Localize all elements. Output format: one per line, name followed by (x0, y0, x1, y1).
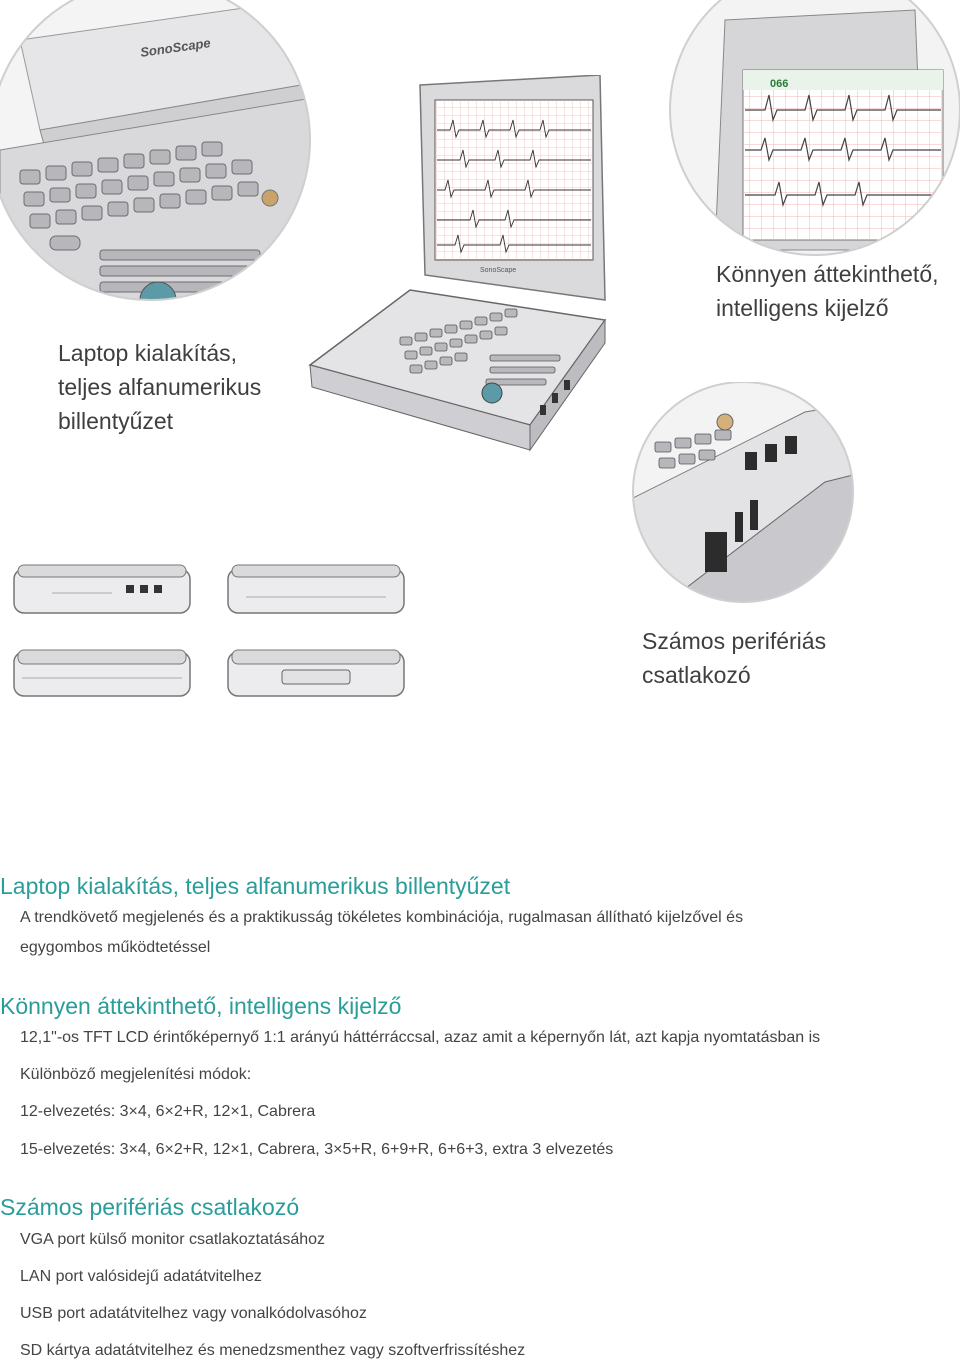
section-line: USB port adatátvitelhez vagy vonalkódolvasóhoz (20, 1305, 367, 1322)
section-title-ports: Számos perifériás csatlakozó (0, 1194, 300, 1220)
caption-keyboard: Laptop kialakítás, teljes alfanumerikus billentyűzet (58, 340, 262, 434)
caption-display: Könnyen áttekinthető, intelligens kijelző (716, 261, 939, 321)
svg-text:SonoScape: SonoScape (480, 267, 517, 274)
device-side-view-3 (12, 648, 194, 700)
section-line: egygombos működtetéssel (20, 939, 211, 956)
section-line: 12-elvezetés: 3×4, 6×2+R, 12×1, Cabrera (20, 1103, 316, 1120)
caption-ports: Számos perifériás csatlakozó (642, 628, 827, 688)
section-line: 12,1"-os TFT LCD érintőképernyő 1:1 arányú háttérráccsal, azaz amit a képernyőn lát, azt kapja nyomtatásban is (20, 1029, 821, 1046)
section-line: SD kártya adatátvitelhez és menedzsmenthez vagy szoftverfrissítéshez (20, 1342, 526, 1359)
section-line: VGA port külső monitor csatlakoztatásához (20, 1231, 326, 1248)
ports-zoom-illustration (625, 382, 865, 604)
section-line: 15-elvezetés: 3×4, 6×2+R, 12×1, Cabrera, 3×5+R, 6+9+R, 6+6+3, extra 3 elvezetés (20, 1141, 614, 1158)
section-title-keyboard: Laptop kialakítás, teljes alfanumerikus billentyűzet (0, 873, 511, 899)
section-title-display: Könnyen áttekinthető, intelligens kijelző (0, 993, 402, 1019)
section-line: Különböző megjelenítési módok: (20, 1066, 252, 1083)
display-zoom-illustration (665, 0, 960, 260)
screen-counter: 066 (770, 78, 789, 90)
ecg-device-illustration (300, 75, 610, 455)
brand-logo: SonoScape (139, 35, 212, 60)
section-line: LAN port valósidejű adatátvitelhez (20, 1268, 262, 1285)
section-line: A trendkövető megjelenés és a praktikusság tökéletes kombinációja, rugalmasan állítható kijelzővel és (20, 909, 744, 926)
device-side-view-2 (226, 563, 408, 619)
device-side-view-1 (12, 563, 194, 619)
device-side-view-4 (226, 648, 408, 700)
